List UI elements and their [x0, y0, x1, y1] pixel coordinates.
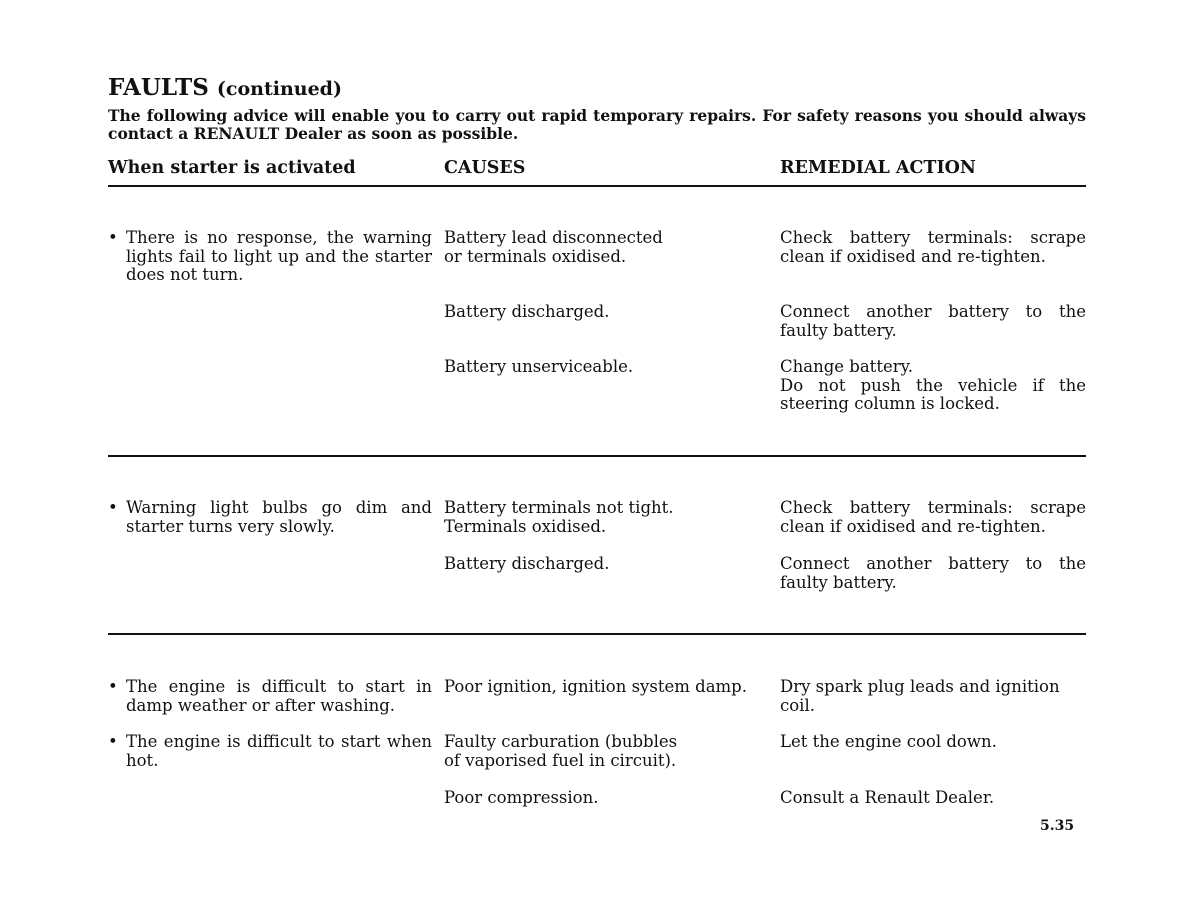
remedy-cell: [780, 789, 1086, 808]
remedy-cell: [780, 555, 1086, 592]
cause-line: Poor ignition, ignition system damp.: [444, 677, 747, 696]
symptom-item: [108, 733, 432, 770]
cause-line: Battery discharged.: [444, 302, 610, 321]
cause-cell: [444, 358, 762, 377]
cause-cell: [444, 303, 762, 322]
cause-line: Terminals oxidised.: [444, 516, 607, 536]
page-title: [108, 74, 342, 101]
cause-cell: [444, 678, 762, 697]
cause-line: or terminals oxidised.: [444, 246, 627, 266]
title-suffix: (continued): [216, 78, 342, 100]
remedy-cell: [780, 229, 1086, 266]
remedy-text: Let the engine cool down.: [780, 732, 997, 751]
symptom-text: Warning light bulbs go dim and starter turns very slowly.: [126, 498, 432, 536]
section-divider: [108, 455, 1086, 457]
remedy-text: Connect another battery to the faulty battery.: [780, 302, 1086, 340]
remedy-text: Connect another battery to the faulty battery.: [780, 554, 1086, 592]
cause-line: Faulty carburation (bubbles: [444, 732, 678, 751]
cause-line: Poor compression.: [444, 788, 599, 807]
title-text: FAULTS: [108, 74, 209, 101]
bullet-icon: •: [108, 498, 118, 517]
remedy-text: Consult a Renault Dealer.: [780, 788, 995, 807]
column-header-causes: CAUSES: [444, 158, 526, 178]
cause-line: Battery lead disconnected: [444, 228, 663, 247]
cause-line: Battery terminals not tight.: [444, 498, 674, 517]
cause-cell: [444, 499, 762, 536]
cause-line: Battery unserviceable.: [444, 357, 634, 376]
intro-text: The following advice will enable you to carry out rapid temporary repairs. For safety reasons you should always contact a RENAULT Dealer as soon as possible.: [108, 106, 1086, 143]
bullet-icon: •: [108, 228, 118, 247]
remedy-text: Do not push the vehicle if the steering column is locked.: [780, 375, 1086, 413]
symptom-text: The engine is difficult to start in damp weather or after washing.: [126, 677, 432, 715]
cause-line: Battery discharged.: [444, 554, 610, 573]
section-divider: [108, 633, 1086, 635]
cause-cell: [444, 733, 762, 770]
page-number: 5.35: [1040, 818, 1075, 834]
remedy-cell: [780, 303, 1086, 340]
symptom-item: [108, 229, 432, 285]
symptom-item: [108, 678, 432, 715]
bullet-icon: •: [108, 732, 118, 751]
cause-cell: [444, 229, 762, 266]
remedy-text: Dry spark plug leads and ignition coil.: [780, 677, 1060, 715]
symptom-text: The engine is difficult to start when hot.: [126, 732, 432, 770]
remedy-cell: [780, 499, 1086, 536]
cause-cell: [444, 555, 762, 574]
cause-cell: [444, 789, 762, 808]
remedy-cell: [780, 733, 1086, 752]
column-header-remedy: REMEDIAL ACTION: [780, 158, 976, 178]
remedy-text: Check battery terminals: scrape clean if oxidised and re-tighten.: [780, 498, 1086, 536]
cause-line: of vaporised fuel in circuit).: [444, 750, 677, 770]
column-header-condition: When starter is activated: [108, 158, 356, 178]
remedy-text: Change battery.: [780, 357, 913, 376]
symptom-item: [108, 499, 432, 536]
remedy-cell: [780, 678, 1086, 715]
symptom-text: There is no response, the warning lights fail to light up and the starter does not turn.: [126, 228, 432, 284]
remedy-cell: [780, 358, 1086, 414]
header-divider: [108, 185, 1086, 187]
remedy-text: Check battery terminals: scrape clean if oxidised and re-tighten.: [780, 228, 1086, 266]
bullet-icon: •: [108, 677, 118, 696]
